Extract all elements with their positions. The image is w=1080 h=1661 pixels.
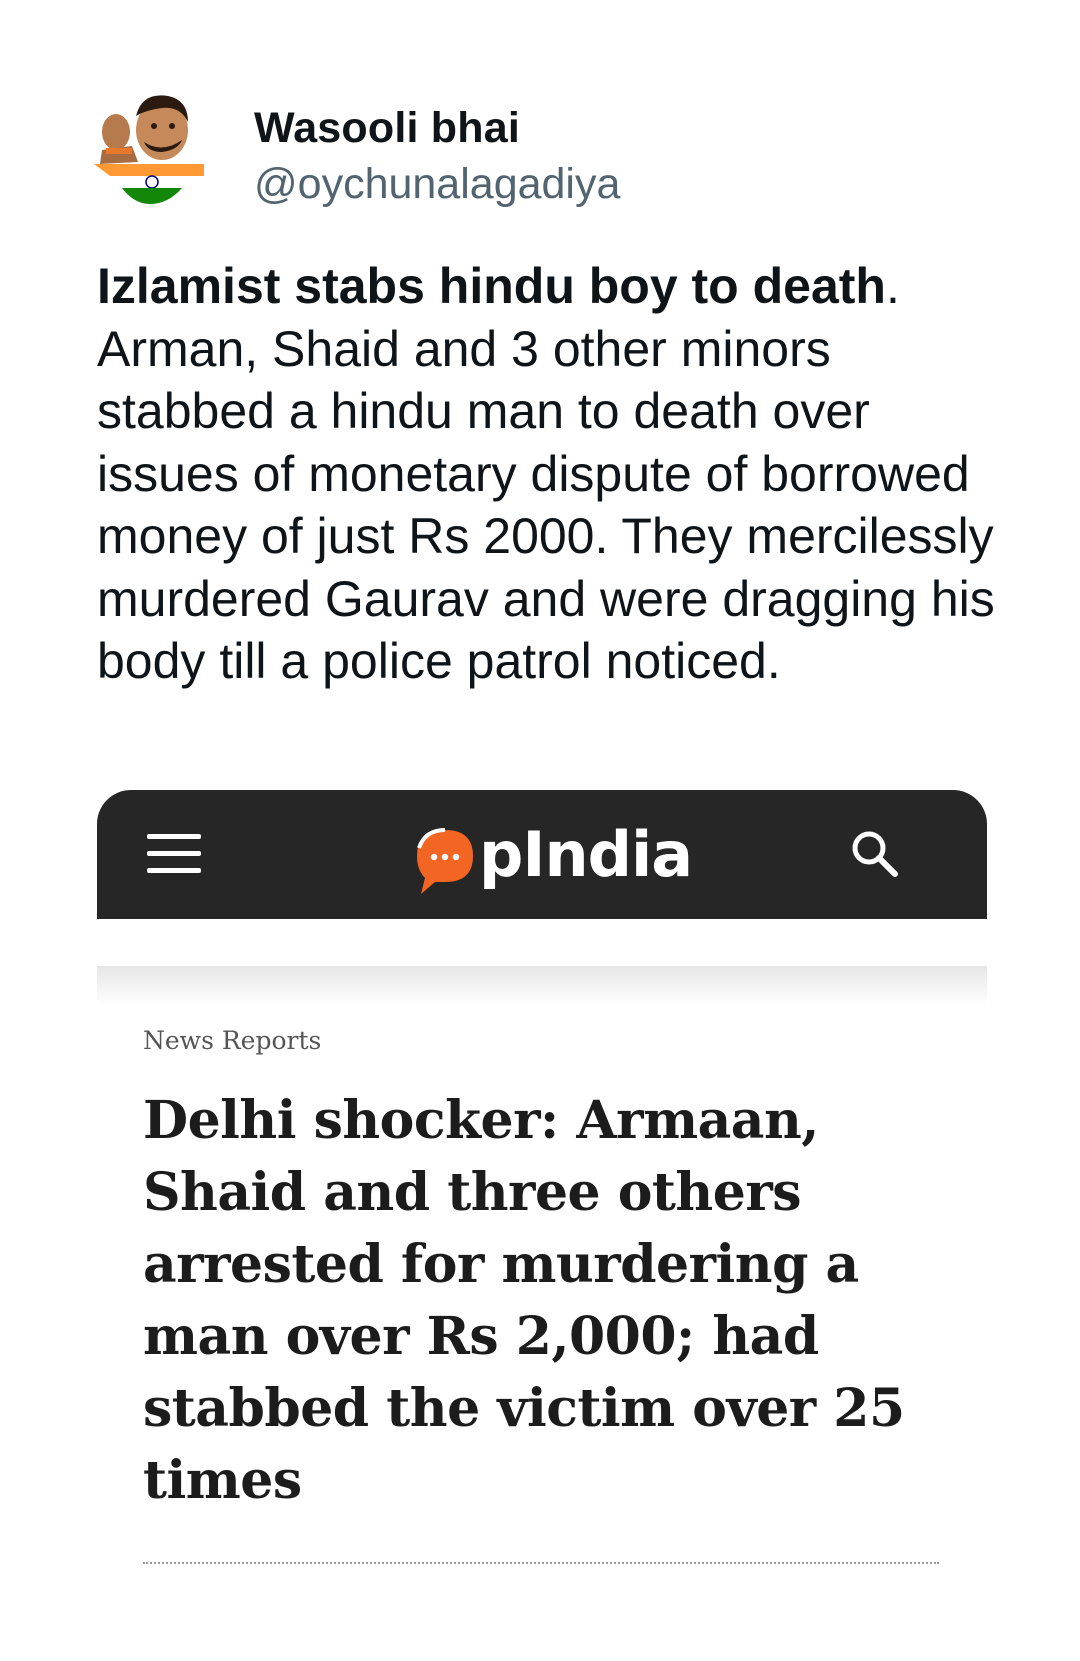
- tweet-text: [97, 255, 997, 693]
- site-nav-bar: [97, 790, 987, 919]
- content-shadow-divider: [97, 966, 987, 1006]
- avatar[interactable]: [92, 92, 216, 216]
- tweet-body: Arman, Shaid and 3 other minors stabbed a hindu man to death over issues of monetary dispute of borrowed money of just Rs 2000. They mercilessly murdered Gaurav and were dragging his body till a police patrol noticed.: [97, 320, 995, 689]
- site-logo[interactable]: [413, 816, 693, 896]
- site-logo-text: pIndia: [479, 818, 693, 891]
- opindia-chat-bubble-logo-icon: [413, 824, 479, 904]
- article-title[interactable]: Delhi shocker: Armaan, Shaid and three others arrested for murdering a man over Rs 2,000; had stabbed the victim over 25 times: [143, 1090, 905, 1511]
- hamburger-menu-icon[interactable]: [147, 832, 203, 878]
- avatar-image-icon: [92, 92, 216, 216]
- embedded-article-screenshot[interactable]: [97, 790, 987, 1640]
- author-name[interactable]: Wasooli bhai: [254, 104, 520, 152]
- article-divider: [143, 1562, 939, 1564]
- article-category-link[interactable]: News Reports: [143, 1026, 322, 1055]
- author-handle[interactable]: @oychunalagadiya: [254, 160, 621, 208]
- search-icon[interactable]: [849, 828, 901, 880]
- tweet-headline: Izlamist stabs hindu boy to death: [97, 258, 886, 314]
- tweet-headline-period: .: [885, 258, 900, 314]
